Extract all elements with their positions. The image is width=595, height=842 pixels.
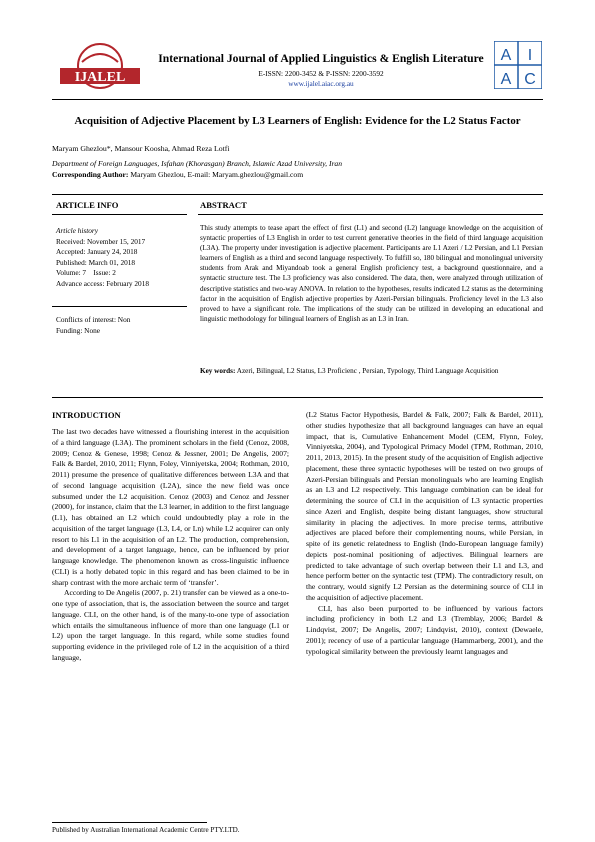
logo-left-text: IJALEL: [74, 70, 126, 85]
info-mid-rule: [52, 306, 187, 307]
logo-letter-a1: A: [500, 47, 512, 64]
history-label: Article history: [56, 226, 98, 235]
footnote-rule: [52, 822, 207, 823]
conflicts-of-interest: Conflicts of interest: Non: [56, 315, 131, 324]
keywords: [200, 366, 543, 376]
logo-letter-a2: A: [500, 71, 512, 88]
journal-url[interactable]: www.ijalel.aiac.org.au: [288, 79, 354, 88]
aiac-logo: [494, 41, 542, 89]
intro-paragraph-2: According to De Angelis (2007, p. 21) transfer can be viewed as a one-to-one type of association, that is, the association between the source and target language. CLI, on the other hand, is of the many-to-one type of association which entails the simultaneous influence of more than one language (L1 or L2) upon the target language. In this regard, while some studies found supporting evidence in the privileged role of L2 in the acquisition of a third language,: [52, 588, 289, 662]
publisher-line: Published by Australian International Academic Centre PTY.LTD.: [52, 826, 240, 834]
corresponding-text: Maryam Ghezlou, E-mail: Maryam.ghezlou@gmail.com: [130, 170, 304, 179]
logo-letter-c: C: [524, 71, 536, 88]
article-history: [56, 226, 149, 289]
intro-paragraph-1: The last two decades have witnessed a flourishing interest in the acquisition of a third language (L3A). The prominent scholars in the field (Cenoz, 2008, 2009; Cenoz & Genese, 1998; Cenoz & Jessner, 2001; De Angelis, 2007; Falk & Bardel, 2010, 2011; Flynn, Foley, Vinniyetska, 2004; Rothman, 2010, 2011) presume the presence of qualitative differences between L3A and that of second language acquisition (L2A), since the new field was once subsumed under the L2 acquisition. Cenoz (2003) and Cenoz and Jessner (2000), for instance, claim that the L3 learner, in addition to the first language (L1), has obtained an L2 which could undoubtedly play a role in the acquisition of the target language (L3, L4, or Ln) while L2 acquirer can only resort to his L1 in the acquisition of an L2. The production, comprehension, and development of a target language, hence, can be influenced by prior language knowledge. The phenomenon known as cross-linguistic influence (CLI) is a hotly debated topic in this regard and has been claimed to be in sharp contrast with the more archaic term of ‘transfer’.: [52, 427, 289, 587]
right-paragraph-2: CLI, has also been purported to be influenced by various factors including proficiency in both L2 and L3 (Tremblay, 2006; Bardel & Lindqvist, 2007; De Angelis, 2007; Lindqvist, 2010), context (Dewaele, 2001); recency of use of a particular language (Hammarberg, 2001), and the typological similarity between the previously learnt languages and: [306, 603, 543, 656]
funding: Funding: None: [56, 325, 100, 335]
received-date: Received: November 15, 2017: [56, 236, 146, 246]
advance-access: Advance access: February 2018: [56, 278, 149, 288]
box-bottom-rule: [52, 397, 543, 398]
corresponding-label: Corresponding Author:: [52, 170, 129, 179]
article-title: Acquisition of Adjective Placement by L3 Learners of English: Evidence for the L2 Status Factor: [74, 115, 521, 127]
keywords-text: Azeri, Bilingual, L2 Status, L3 Proficienc , Persian, Typology, Third Language Acquisition: [236, 367, 499, 375]
volume-issue: Volume: 7 Issue: 2: [56, 268, 116, 277]
article-info-heading: ARTICLE INFO: [56, 200, 119, 210]
footer: [52, 825, 543, 835]
right-column: [306, 410, 543, 657]
introduction-heading: INTRODUCTION: [52, 410, 121, 420]
accepted-date: Accepted: January 24, 2018: [56, 247, 138, 256]
abstract-head-rule: [198, 214, 543, 215]
journal-title: International Journal of Applied Linguistics & English Literature: [158, 52, 484, 65]
abstract-text: This study attempts to tease apart the effect of first (L1) and second (L2) language knowledge on the acquisition of syntactic properties of L3 English in order to test current generative theories in the field of third language acquisition (L3A). The property under investigation is adjective placement. Participants are L1 Azeri / L2 Persian, and L1 Persian learners of English as a third and second language respectively. To fulfill so, 180 bilingual and monolingual university students from Arak and Miyandoab took a general English proficiency test, a background questionnaire, and a syntactic structure test. The L3 proficiency was also considered. The data, then, were analyzed through utilization of descriptive statistics and two-way ANOVA. In relation to the hypotheses, results indicated L2 status as the determining factor in the acquisition of English adjective properties by Azeri-Persian bilinguals. Proficiency level in the L3 also proved to have a significant role. The implications of the study can be utilized in developing an educational and linguistic methodology for bilingual learners of English as an L3 in Iran.: [200, 224, 543, 323]
keywords-label: Key words:: [200, 367, 236, 375]
header-rule: [52, 99, 543, 100]
abstract-heading: ABSTRACT: [200, 200, 247, 210]
issn: E-ISSN: 2200-3452 & P-ISSN: 2200-3592: [258, 69, 384, 78]
corresponding-author: [52, 170, 303, 180]
journal-logo-ijalel: [52, 40, 148, 98]
info-head-rule: [52, 214, 187, 215]
right-paragraph-1: (L2 Status Factor Hypothesis, Bardel & Falk, 2007; Falk & Bardel, 2011), other studies hypothesize that all background languages can have an equal impact, that is, Cumulative Enhancement Model (CEM, Flynn, Foley, Vinniyetska, 2004), and Typological Primacy Model (TPM, Rothman, 2010, 2011, 2013, 2015). In the present study of the acquisition of English adjective placement, these three syntactic hypotheses will be tested on two groups of Azeri-Persian bilinguals and Persian monolinguals who are learning English as an L3 and L2 respectively. This language combination can be ideal for determining the source of CLI in the acquisition of L3 syntactic properties since Azeri and English, despite being distant languages, show structural similarity in placing the adjectives. In more precise terms, attributive adjectives are placed before their complementing nouns, while Persian, in spite of its genetic relatedness to English (Indo-European language family) depicts post-nominal positioning of adjectives. Bilingual learners are predicted to take advantage of such overlap between their L1 and L3, and hence perform better on the syntactic test (TPM). The contradictory result, on the contrary, would signify L2 Persian as the determining source of CLI in the acquisition of adjective placement.: [306, 410, 543, 602]
left-column: [52, 410, 289, 664]
published-date: Published: March 01, 2018: [56, 257, 136, 267]
logo-letter-i: I: [527, 47, 533, 64]
box-top-rule: [52, 194, 543, 195]
declarations: [56, 315, 130, 336]
affiliation: Department of Foreign Languages, Isfahan (Khorasgan) Branch, Islamic Azad University, Iran: [52, 159, 343, 168]
author-list: Maryam Ghezlou*, Mansour Koosha, Ahmad Reza Lotfi: [52, 144, 230, 153]
